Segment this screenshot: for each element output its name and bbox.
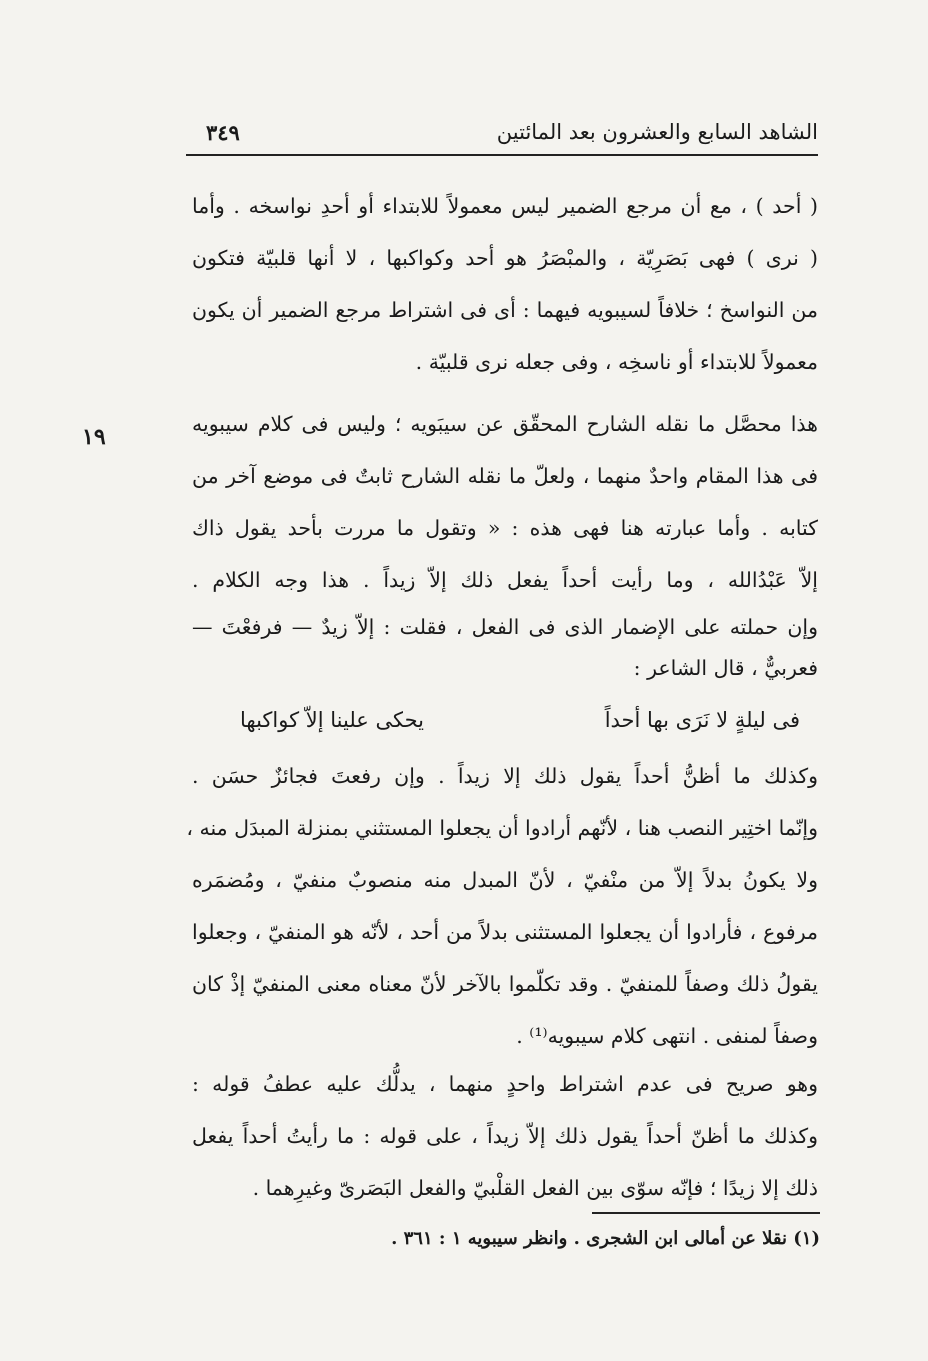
page-number: ٣٤٩ <box>206 120 240 145</box>
verse-second-hemistich: يحكى علينا إلاّ كواكبها <box>240 708 424 732</box>
paragraph-3 <box>186 750 818 1062</box>
text-line: كتابه . وأما عبارته هنا فهى هذه : « وتقول ما مررت بأحد يقول ذاك <box>192 516 818 540</box>
text-line: إلاّ عَبْدُالله ، وما رأيت أحداً يفعل ذلك إلاّ زيداً . هذا وجه الكلام . <box>192 568 818 592</box>
text-line: وكذلك ما أظنُّ أحداً يقول ذلك إلا زيداً . وإن رفعتَ فجائزٌ حسَن . <box>192 764 818 788</box>
text-line: معمولاً للابتداء أو ناسخِه ، وفى جعله نرى قلبيّة . <box>415 350 818 374</box>
header-title: الشاهد السابع والعشرون بعد المائتين <box>496 120 818 144</box>
poetry-verse <box>240 694 800 746</box>
text-line: وهو صريح فى عدم اشتراط واحدٍ منهما ، يدلُّك عليه عطفُ قوله : <box>192 1072 818 1096</box>
text-line: مرفوع ، فأرادوا أن يجعلوا المستثنى بدلاً من أحد ، لأنّه هو المنفيّ ، وجعلوا <box>192 920 818 944</box>
text-line: وكذلك ما أظنّ أحداً يقول ذلك إلاّ زيداً ، على قوله : ما رأيتُ أحداً يفعل <box>192 1124 818 1148</box>
footnote: (١) نقلا عن أمالى ابن الشجرى . وانظر سيبويه ١ : ٣٦١ . <box>391 1228 820 1249</box>
text-line: ذلك إلا زيدًا ؛ فإنّه سوّى بين الفعل القلْبيّ والفعل البَصَرىّ وغيرِهما . <box>252 1176 818 1200</box>
text-line: فعربيٌّ ، قال الشاعر : <box>633 656 818 680</box>
verse-first-hemistich: فى ليلةٍ لا نَرَى بها أحداً <box>604 708 800 732</box>
paragraph-4 <box>192 1058 818 1214</box>
text-line: وصفاً لمنفى . انتهى كلام سيبويه⁽¹⁾ . <box>516 1024 818 1048</box>
text-line: فى هذا المقام واحدٌ منهما ، ولعلّ ما نقله الشارح ثابتٌ فى موضع آخر من <box>192 464 818 488</box>
text-line: وإنّما اختِير النصب هنا ، لأنّهم أرادوا أن يجعلوا المستثني بمنزلة المبدَل منه ، <box>186 816 818 840</box>
text-line: ( نرى ) فهى بَصَرِيّة ، والمبْصَرُ هو أحد وكواكبها ، لا أنها قلبيّة فتكون <box>192 246 818 270</box>
paragraph-2 <box>192 398 818 688</box>
header-rule <box>186 154 818 156</box>
text-line: يقولُ ذلك وصفاً للمنفيّ . وقد تكلّموا بالآخر لأنّ معناه معنى المنفيّ إذْ كان <box>192 972 818 996</box>
margin-line-number: ١٩ <box>82 424 106 450</box>
text-line: ( أحد ) ، مع أن مرجع الضمير ليس معمولاً للابتداء أو أحدِ نواسخه . وأما <box>192 194 818 218</box>
text-line: ولا يكونُ بدلاً إلاّ من منْفيّ ، لأنّ المبدل منه منصوبٌ منفيّ ، ومُضمَره <box>192 868 818 892</box>
paragraph-1 <box>192 180 818 388</box>
text-line: وإن حملته على الإضمار الذى فى الفعل ، فقلت : إلاّ زيدٌ — فرفعْتَ — <box>192 615 818 639</box>
footnote-rule <box>592 1212 820 1214</box>
running-header <box>186 118 818 158</box>
text-line: من النواسخ ؛ خلافاً لسيبويه فيهما : أى فى اشتراط مرجع الضمير أن يكون <box>192 298 818 322</box>
text-line: هذا محصَّل ما نقله الشارح المحقّق عن سيبَويه ؛ وليس فى كلام سيبويه <box>192 412 818 436</box>
